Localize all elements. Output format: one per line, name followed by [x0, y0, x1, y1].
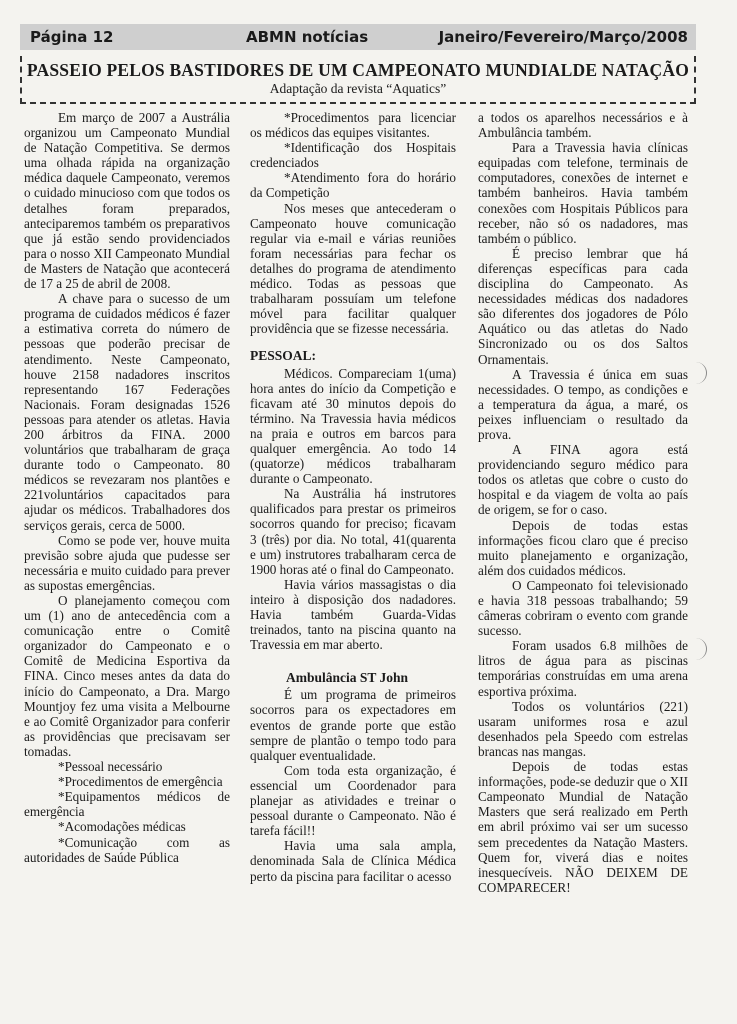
paragraph: Como se pode ver, houve muita previsão sobre ajuda que pudesse ser necessária e muito cuidado para prever as supostas emergências. — [24, 532, 230, 593]
publication-name: ABMN notícias — [246, 28, 369, 46]
paragraph: Depois de todas estas informações, pode-se deduzir que o XII Campeonato Mundial de Natação Masters que será realizado em Perth em abril próximo vai ser um sucesso sem precedentes da Natação Masters. Quem for, viverá dias e noites inesquecíveis. NÃO DEIXEM DE COMPARECER! — [478, 759, 688, 895]
issue-date: Janeiro/Fevereiro/Março/2008 — [438, 28, 688, 46]
list-item: *Pessoal necessário — [58, 759, 163, 775]
column-3 — [478, 110, 688, 895]
list-item: *Procedimentos de emergência — [58, 774, 223, 790]
article-subtitle: Adaptação da revista “Aquatics” — [269, 81, 447, 96]
paragraph: É um programa de primeiros socorros para os expectadores em eventos de grande porte que estão sempre de plantão o tempo todo para qualquer eventualidade. — [250, 687, 456, 763]
paragraph: A FINA agora está providenciando seguro médico para todos os atletas que cobre o custo do hospital e da viagem de volta ao país de origem, se for o caso. — [478, 442, 688, 518]
list-item: *Procedimentos para licenciar os médicos das equipes visitantes. — [250, 110, 456, 141]
paragraph: Em março de 2007 a Austrália organizou um Campeonato Mundial de Natação Competitiva. Se dermos uma olhada rápida na organização médica daquele Campeonato, veremos o cuidado minucioso com que todos os detalhes foram preparados, anteciparemos também os preparativos que já estão sendo providenciados para o nosso XII Campeonato Mundial de Masters de Natação que acontecerá de 17 a 25 de abril de 2008. — [24, 110, 230, 292]
section-heading-ambulancia: Ambulância ST John — [286, 670, 409, 686]
paragraph: A chave para o sucesso de um programa de cuidados médicos é fazer a estimativa correta do número de pessoas que poderão precisar de atendimento. Neste Campeonato, houve 2158 nadadores inscritos representando 167 Federações Nacionais. Foram designadas 1526 pessoas para atender os atletas. Havia 200 árbitros da FINA. 2000 voluntários que trabalharam de graça durante todo o Campeonato. 80 médicos se revezaram nos plantões e 221voluntários capacitados para ajudar os médicos. Trabalhadores dos serviços gerais, cerca de 5000. — [24, 291, 230, 533]
paragraph: Havia vários massagistas o dia inteiro à disposição dos nadadores. Havia também Guarda-Vidas treinados, tanto na piscina quanto na Travessia em mar aberto. — [250, 576, 456, 653]
paragraph: É preciso lembrar que há diferenças específicas para cada disciplina do Campeonato. As necessidades médicas dos nadadores são diferentes dos jogadores de Pólo Aquático ou das atletas do Nado Sincronizado ou os dos Saltos Ornamentais. — [478, 245, 688, 367]
list-item: *Atendimento fora do horário da Competição — [250, 170, 456, 201]
paragraph: O Campeonato foi televisionado e havia 318 pessoas trabalhando; 59 câmeras cobriram o evento com grande sucesso. — [478, 577, 688, 639]
paragraph: Havia uma sala ampla, denominada Sala de Clínica Médica perto da piscina para facilitar o acesso — [250, 838, 456, 884]
paragraph: Na Austrália há instrutores qualificados para prestar os primeiros socorros quando for preciso; ficavam 3 (três) por dia. No total, 41(quarenta e um) instrutores trabalharam cerca de 1900 horas até o final do Campeonato. — [250, 486, 456, 577]
section-heading-pessoal: PESSOAL: — [250, 348, 317, 364]
page-header — [20, 24, 696, 50]
paragraph: Foram usados 6.8 milhões de litros de água para as piscinas temporárias construídas em uma arena esportiva próxima. — [478, 638, 688, 699]
article-title: PASSEIO PELOS BASTIDORES DE UM CAMPEONATO MUNDIALDE NATAÇÃO — [26, 60, 690, 80]
column-2 — [250, 110, 456, 884]
list-item: *Acomodações médicas — [58, 819, 186, 835]
paragraph: Para a Travessia havia clínicas equipadas com telefone, terminais de computadores, conexões de internet e também banheiros. Havia também conexões com Hospitais Públicos para receber, não só os nadadores, mas também o público. — [478, 140, 688, 246]
list-item: *Identificação dos Hospitais credenciados — [250, 140, 456, 171]
binding-hole-mark — [696, 362, 707, 384]
article-title-box — [20, 56, 696, 104]
paragraph: O planejamento começou com um (1) ano de antecedência com a comunicação entre o Comitê organizador do Campeonato e o Comitê de Medicina Esportiva da FINA. Cinco meses antes da data do início do Campeonato, a Dra. Margo Mountjoy fez uma visita a Melbourne e ao Comitê Organizador para conferir as providências que precisavam ser tomadas. — [24, 593, 230, 759]
paragraph: Nos meses que antecederam o Campeonato houve comunicação regular via e-mail e várias reuniões foram necessárias para fechar os detalhes do programa de atendimento médico. Todas as pessoas que trabalharam possuíam um telefone móvel para facilitar qualquer providência que se fizesse necessária. — [250, 200, 456, 337]
paragraph: Todos os voluntários (221) usaram uniformes rosa e azul desenhados pela Speedo com estrelas brancas nas mangas. — [478, 698, 688, 759]
column-1 — [24, 110, 230, 865]
binding-hole-mark — [696, 638, 707, 660]
paragraph: Depois de todas estas informações ficou claro que é preciso muito planejamento e organização, além dos cuidados médicos. — [478, 517, 688, 578]
paragraph: a todos os aparelhos necessários e à Ambulância também. — [478, 110, 688, 141]
list-item: *Comunicação com as autoridades de Saúde Pública — [24, 834, 230, 865]
paragraph: Médicos. Compareciam 1(uma) hora antes do início da Competição e ficavam até 30 minutos depois do término. Na Travessia havia médicos na praia e outros em barcos para qualquer emergência. Ao todo 14 (quatorze) médicos trabalharam durante o Campeonato. — [250, 365, 456, 487]
paragraph: A Travessia é única em suas necessidades. O tempo, as condições e a temperatura da água, a maré, os peixes influenciam o resultado da prova. — [478, 366, 688, 442]
page-number: Página 12 — [30, 28, 114, 46]
list-item: *Equipamentos médicos de emergência — [24, 789, 230, 820]
paragraph: Com toda esta organização, é essencial um Coordenador para planejar as atividades e treinar o pessoal durante o Campeonato. Não é tarefa fácil!! — [250, 762, 456, 839]
